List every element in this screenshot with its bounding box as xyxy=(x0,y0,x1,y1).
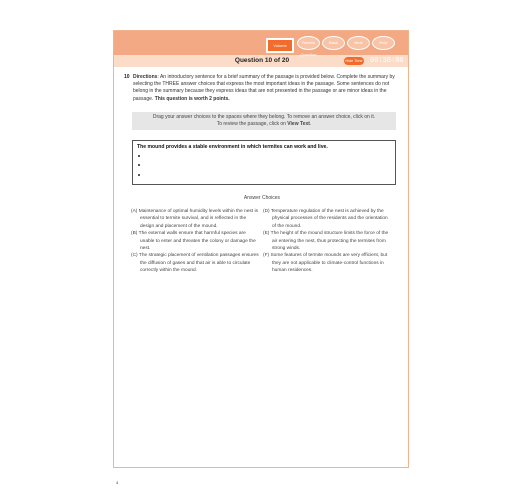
directions-text: : An introductory sentence for a brief summary of the passage is provided below. Complete the summary by selecting the THREE answer choices that express the most important ideas in the passage. Some sentences do not belong in the summary because they express ideas that are not presented in the passage or are minor ideas in the passage. xyxy=(133,74,395,102)
next-button[interactable]: Next xyxy=(347,36,370,50)
question-number: 10 xyxy=(124,74,130,80)
points-note: This question is worth 2 points. xyxy=(154,95,230,102)
instruction-box xyxy=(132,112,396,130)
answer-slot-2[interactable] xyxy=(137,161,391,171)
instruction-line-2 xyxy=(132,121,396,128)
view-text-link[interactable]: View Text xyxy=(287,121,310,127)
directions xyxy=(133,74,395,103)
instruction-line-1: Drag your answer choices to the spaces where they belong. To remove an answer choice, click on it. xyxy=(152,114,376,120)
answer-choice-e[interactable]: (E) The height of the mound structure limits the force of the air entering the nest, thus protecting the termites from strong winds. xyxy=(263,231,389,252)
answer-choices-left xyxy=(131,208,261,275)
timer: 00:36:00 xyxy=(370,57,404,65)
answer-choices-right xyxy=(263,208,393,275)
summary-box xyxy=(132,140,396,185)
instruction-prefix: To review the passage, click on xyxy=(216,121,288,127)
volume-button[interactable]: Volume xyxy=(266,38,294,53)
answer-choice-c[interactable]: (C) The strategic placement of ventilation passages ensures the diffusion of gases and that air is able to circulate correctly within the mound. xyxy=(131,253,259,274)
answer-slot-1[interactable] xyxy=(137,151,391,161)
answer-choice-d[interactable]: (D) Temperature regulation of the nest is achieved by the physical processes of the residents and the orientation of the mound. xyxy=(263,209,388,229)
answer-choice-b[interactable]: (B) The external walls ensure that harmful species are unable to enter and threaten the colony or damage the nest. xyxy=(131,231,256,252)
question-title: Question 10 of 20 xyxy=(234,57,290,64)
back-button[interactable]: Back xyxy=(322,36,345,50)
help-button[interactable]: Help xyxy=(372,36,395,50)
hide-time-button[interactable]: Hide Time xyxy=(345,59,363,63)
answer-slot-3[interactable] xyxy=(137,170,391,180)
directions-label: Directions xyxy=(133,74,158,80)
instruction-suffix: . xyxy=(309,121,312,127)
summary-intro: The mound provides a stable environment in which termites can work and live. xyxy=(137,144,328,150)
test-page xyxy=(113,30,409,468)
answer-choice-f[interactable]: (F) Some features of termite mounds are very efficient, but they are not applicable to climate-control functions in human residences. xyxy=(263,253,388,274)
answer-choices-title: Answer Choices xyxy=(243,195,281,201)
page-number: 4 xyxy=(116,480,119,485)
answer-choice-a[interactable]: (A) Maintenance of optimal humidity levels within the nest is essential to termite survival, and is reflected in the design and placement of the mound. xyxy=(131,209,258,229)
review-question-button[interactable]: Review Question xyxy=(297,36,320,50)
